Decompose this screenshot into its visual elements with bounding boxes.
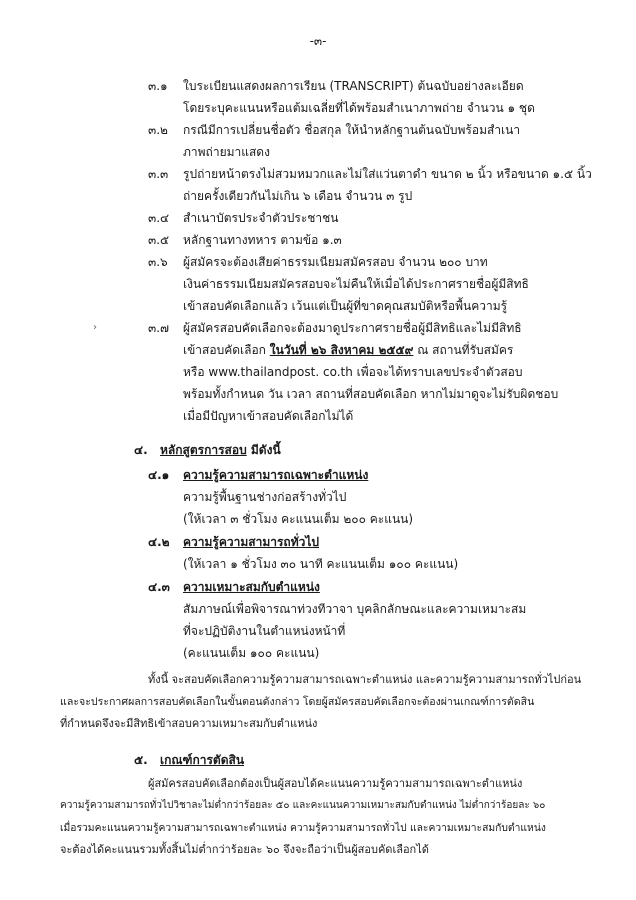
section-heading — [160, 440, 281, 460]
announcement-date: ในวันที่ ๒๖ สิงหาคม ๒๕๕๙ — [269, 343, 414, 357]
section-title: เกณฑ์การตัดสิน — [160, 753, 245, 767]
item-text-part: เข้าสอบคัดเลือก — [183, 343, 270, 357]
paragraph-line: ความรู้ความสามารถทั่วไปวิชาละไม่ต่ำกว่าร้อยละ ๕๐ และคะแนนความเหมาะสมกับตำแหน่ง ไม่ต่ำกว่าร้อยละ ๖๐ — [60, 800, 546, 811]
item-number: ๓.๔ — [148, 211, 170, 225]
subsection-text: (ให้เวลา ๓ ชั่วโมง คะแนนเต็ม ๒๐๐ คะแนน) — [183, 512, 414, 526]
paragraph-line: เมื่อรวมคะแนนความรู้ความสามารถเฉพาะตำแหน่ง ความรู้ความสามารถทั่วไป และความเหมาะสมกับตำแหน่ง — [60, 822, 546, 834]
paragraph-line: และจะประกาศผลการสอบคัดเลือกในขั้นตอนดังกล่าว โดยผู้สมัครสอบคัดเลือกจะต้องผ่านเกณฑ์การตัดสิน — [60, 696, 535, 708]
subsection-text: (คะแนนเต็ม ๑๐๐ คะแนน) — [183, 646, 320, 660]
subsection-number: ๔.๒ — [148, 535, 170, 549]
subsection-text: สัมภาษณ์เพื่อพิจารณาท่วงทีวาจา บุคลิกลักษณะและความเหมาะสม — [183, 602, 527, 616]
subsection-number: ๔.๑ — [148, 468, 170, 482]
item-text: ผู้สมัครจะต้องเสียค่าธรรมเนียมสมัครสอบ จำนวน ๒๐๐ บาท — [183, 255, 488, 269]
section-number: ๔. — [134, 443, 148, 457]
item-text: โดยระบุคะแนนหรือแต้มเฉลี่ยที่ได้พร้อมสำเนาภาพถ่าย จำนวน ๑ ชุด — [183, 101, 535, 115]
item-number: ๓.๗ — [148, 321, 170, 335]
item-text: กรณีมีการเปลี่ยนชื่อตัว ชื่อสกุล ให้นำหลักฐานต้นฉบับพร้อมสำเนา — [183, 123, 521, 137]
item-text: ผู้สมัครสอบคัดเลือกจะต้องมาดูประกาศรายชื่อผู้มีสิทธิและไม่มีสิทธิ — [183, 321, 522, 335]
subsection-text: ที่จะปฏิบัติงานในตำแหน่งหน้าที่ — [183, 624, 346, 638]
paragraph-line: ที่กำหนดจึงจะมีสิทธิเข้าสอบความเหมาะสมกับตำแหน่ง — [60, 717, 318, 730]
paragraph-line: ทั้งนี้ จะสอบคัดเลือกความรู้ความสามารถเฉพาะตำแหน่ง และความรู้ความสามารถทั่วไปก่อน — [148, 673, 582, 686]
item-number: ๓.๒ — [148, 123, 168, 137]
item-number: ๓.๕ — [148, 233, 170, 247]
item-text: สำเนาบัตรประจำตัวประชาชน — [183, 211, 339, 225]
subsection-text: ความรู้พื้นฐานช่างก่อสร้างทั่วไป — [183, 490, 347, 504]
subsection-text: (ให้เวลา ๑ ชั่วโมง ๓๐ นาที คะแนนเต็ม ๑๐๐ คะแนน) — [183, 557, 459, 571]
item-number: ๓.๑ — [148, 79, 168, 93]
item-number: ๓.๓ — [148, 167, 169, 181]
item-text: เข้าสอบคัดเลือกแล้ว เว้นแต่เป็นผู้ที่ขาดคุณสมบัติหรือพื้นความรู้ — [183, 299, 508, 313]
section-title: หลักสูตรการสอบ — [160, 443, 247, 457]
subsection-number: ๔.๓ — [148, 580, 170, 594]
item-text-part: ณ สถานที่รับสมัคร — [413, 343, 514, 357]
item-text: หรือ www.thailandpost. co.th เพื่อจะได้ทราบเลขประจำตัวสอบ — [183, 365, 523, 379]
section-number: ๕. — [134, 753, 148, 767]
item-text: ถ่ายครั้งเดียวกันไม่เกิน ๖ เดือน จำนวน ๓ รูป — [183, 189, 413, 203]
item-text: รูปถ่ายหน้าตรงไม่สวมหมวกและไม่ใส่แว่นตาดำ ขนาด ๒ นิ้ว หรือขนาด ๑.๕ นิ้ว — [183, 167, 592, 181]
paragraph-line: ผู้สมัครสอบคัดเลือกต้องเป็นผู้สอบได้คะแนนความรู้ความสามารถเฉพาะตำแหน่ง — [148, 777, 523, 790]
item-text: หลักฐานทางทหาร ตามข้อ ๑.๓ — [183, 233, 342, 247]
item-text: เมื่อมีปัญหาเข้าสอบคัดเลือกไม่ได้ — [183, 409, 354, 423]
paragraph-line: จะต้องได้คะแนนรวมทั้งสิ้นไม่ต่ำกว่าร้อยละ ๖๐ จึงจะถือว่าเป็นผู้สอบคัดเลือกได้ — [60, 843, 429, 856]
item-text: เงินค่าธรรมเนียมสมัครสอบจะไม่คืนให้เมื่อได้ประกาศรายชื่อผู้มีสิทธิ — [183, 277, 529, 291]
section-title-suffix: มีดังนี้ — [246, 443, 281, 457]
item-text: พร้อมทั้งกำหนด วัน เวลา สถานที่สอบคัดเลือก หากไม่มาดูจะไม่รับผิดชอบ — [183, 387, 559, 401]
subsection-title: ความเหมาะสมกับตำแหน่ง — [183, 580, 320, 594]
item-text — [183, 340, 513, 360]
subsection-title: ความรู้ความสามารถเฉพาะตำแหน่ง — [183, 468, 369, 482]
item-text: ใบระเบียนแสดงผลการเรียน (TRANSCRIPT) ต้นฉบับอย่างละเอียด — [183, 79, 524, 93]
item-number: ๓.๖ — [148, 255, 168, 269]
item-text: ภาพถ่ายมาแสดง — [183, 145, 270, 159]
subsection-title: ความรู้ความสามารถทั่วไป — [183, 535, 319, 549]
margin-mark: › — [93, 322, 97, 333]
page-number: -๓- — [309, 34, 327, 48]
